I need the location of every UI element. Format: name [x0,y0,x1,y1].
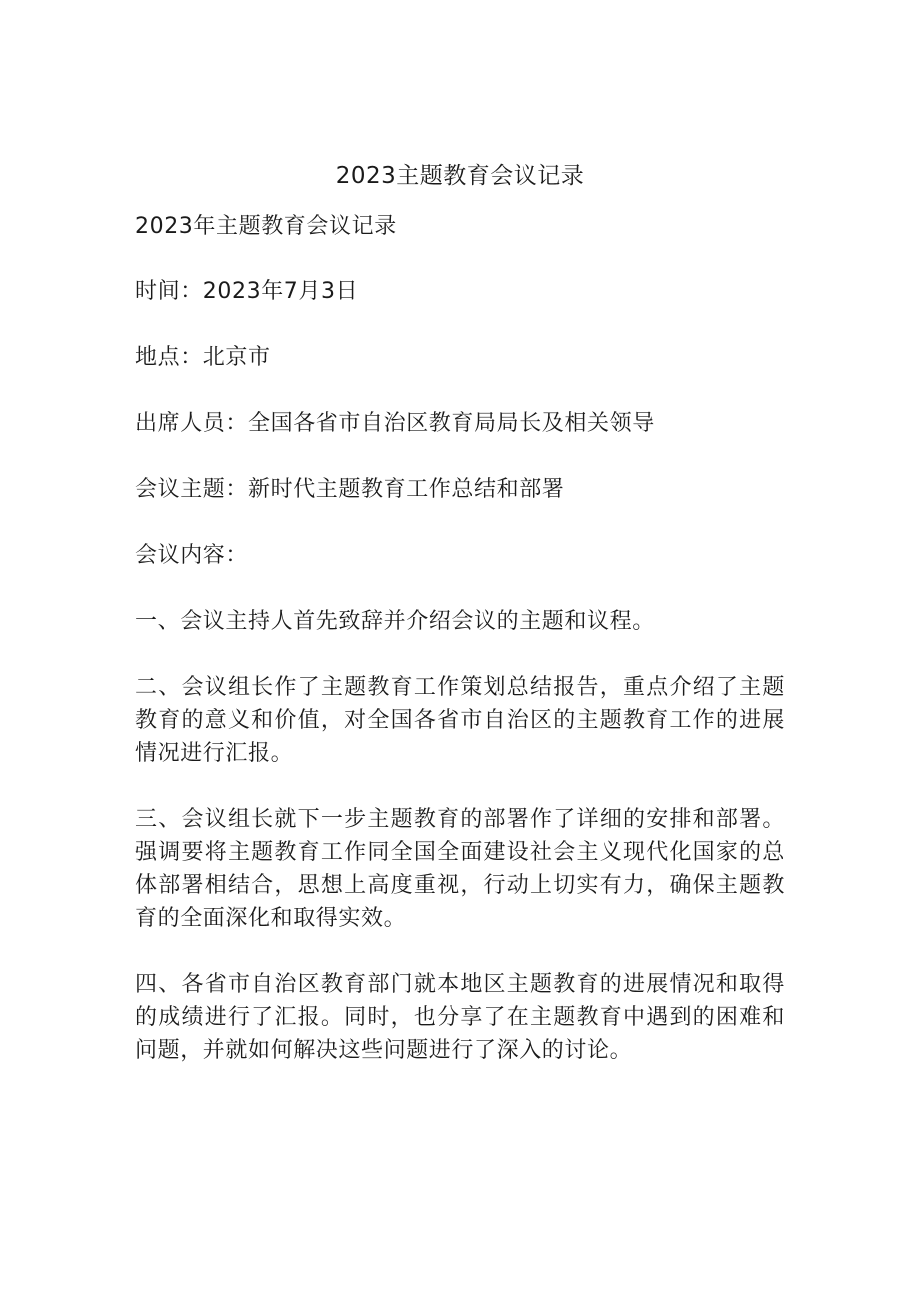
subtitle-line: 2023年主题教育会议记录 [135,214,397,239]
content-item-4: 四、各省市自治区教育部门就本地区主题教育的进展情况和取得的成绩进行了汇报。同时，也分享了在主题教育中遇到的困难和问题，并就如何解决这些问题进行了深入的讨论。 [135,972,785,1063]
meeting-location: 地点：北京市 [135,345,271,370]
meeting-content-heading: 会议内容： [135,543,249,568]
meeting-topic: 会议主题：新时代主题教育工作总结和部署 [135,477,565,502]
meeting-attendees: 出席人员：全国各省市自治区教育局局长及相关领导 [135,411,655,436]
content-item-1: 一、会议主持人首先致辞并介绍会议的主题和议程。 [135,609,655,634]
meeting-time: 时间：2023年7月3日 [135,279,359,304]
content-item-2: 二、会议组长作了主题教育工作策划总结报告，重点介绍了主题教育的意义和价值，对全国各省市自治区的主题教育工作的进展情况进行汇报。 [135,675,785,766]
document-title: 2023主题教育会议记录 [335,163,585,189]
document-body [135,210,785,1100]
content-item-3: 三、会议组长就下一步主题教育的部署作了详细的安排和部署。强调要将主题教育工作同全国全面建设社会主义现代化国家的总体部署相结合，思想上高度重视，行动上切实有力，确保主题教育的全面深化和取得实效。 [135,807,785,931]
